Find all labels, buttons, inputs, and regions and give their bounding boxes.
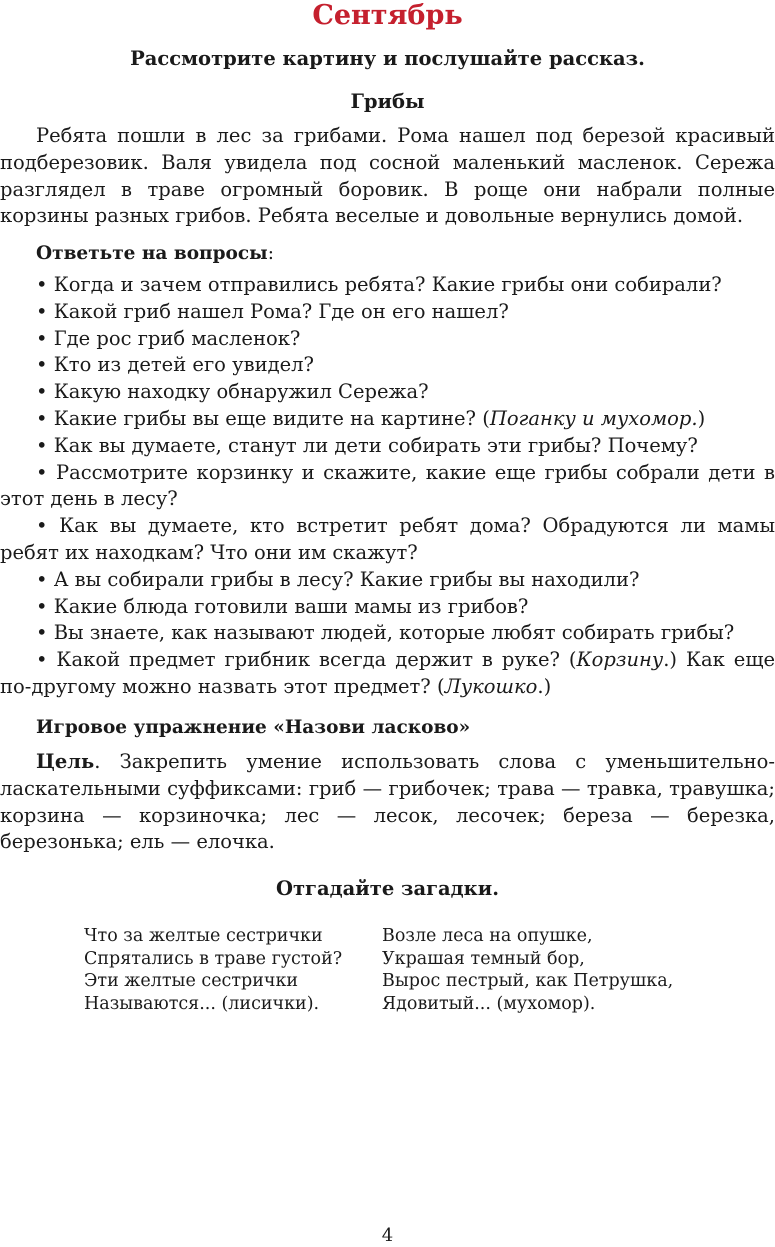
question-item: • Какой гриб нашел Рома? Где он его нашел? xyxy=(36,299,509,323)
questions-list xyxy=(0,272,775,701)
question-item: • Как вы думаете, станут ли дети собирать эти грибы? Почему? xyxy=(36,433,698,457)
story-text-content: Ребята пошли в лес за грибами. Рома нашел под березой красивый подберезовик. Валя увидела под сосной маленький масленок. Сережа разглядел в траве огромный боровик. В роще они набрали полные корзины разных грибов. Ребята веселые и довольные вернулись домой. xyxy=(0,124,775,228)
question-item: • Какие блюда готовили ваши мамы из грибов? xyxy=(36,594,529,618)
question-item: • А вы собирали грибы в лесу? Какие грибы вы находили? xyxy=(36,567,640,591)
riddle-right xyxy=(382,925,673,1015)
goal-text: . Закрепить умение использовать слова с уменьшительно-ласкательными суффиксами: гриб — грибочек; трава — травка, травушка; корзина — корзиночка; лес — лесок, лесочек; береза — березка, березонька; ель — елочка. xyxy=(0,750,775,854)
question-item: • Вы знаете, как называют людей, которые любят собирать грибы? xyxy=(36,621,735,645)
question-item: • Когда и зачем отправились ребята? Какие грибы они собирали? xyxy=(36,273,722,296)
riddle-left xyxy=(84,925,342,1015)
question-item: • Какие грибы вы еще видите на картине? (Поганку и мухомор.) xyxy=(36,406,706,430)
questions-heading-colon: : xyxy=(267,243,274,264)
month-title: Сентябрь xyxy=(312,0,463,31)
riddle-line: Украшая темный бор, xyxy=(382,948,585,969)
question-item: • Рассмотрите корзинку и скажите, какие еще грибы собрали дети в этот день в лесу? xyxy=(0,460,775,511)
riddles-heading: Отгадайте загадки. xyxy=(275,877,500,900)
riddle-line: Ядовитый... (мухомор). xyxy=(382,993,596,1014)
story-text xyxy=(0,123,775,230)
page-number: 4 xyxy=(381,1225,394,1246)
riddle-line: Возле леса на опушке, xyxy=(382,926,593,946)
questions-heading xyxy=(36,241,274,267)
riddle-line: Спрятались в траве густой? xyxy=(84,948,343,969)
exercise-goal xyxy=(0,749,775,856)
question-item: • Какой предмет грибник всегда держит в руке? (Корзину.) Как еще по-другому можно назвать этот предмет? (Лукошко.) xyxy=(0,648,775,698)
goal-label: Цель xyxy=(36,750,95,773)
riddle-line: Эти желтые сестрички xyxy=(84,971,299,991)
exercise-heading: Игровое упражнение «Назови ласково» xyxy=(36,717,471,738)
question-item: • Кто из детей его увидел? xyxy=(36,353,314,377)
riddle-line: Что за желтые сестрички xyxy=(84,926,323,946)
question-item: • Где рос гриб масленок? xyxy=(36,326,301,350)
question-item: • Как вы думаете, кто встретит ребят дома? Обрадуются ли мамы ребят их находкам? Что они им скажут? xyxy=(0,514,775,564)
questions-heading-text: Ответьте на вопросы xyxy=(36,243,268,264)
question-item: • Какую находку обнаружил Сережа? xyxy=(36,380,429,404)
riddle-line: Называются... (лисички). xyxy=(84,993,320,1014)
story-title: Грибы xyxy=(350,90,425,113)
riddle-line: Вырос пестрый, как Петрушка, xyxy=(382,971,674,991)
instruction-heading: Рассмотрите картину и послушайте рассказ. xyxy=(130,47,645,70)
